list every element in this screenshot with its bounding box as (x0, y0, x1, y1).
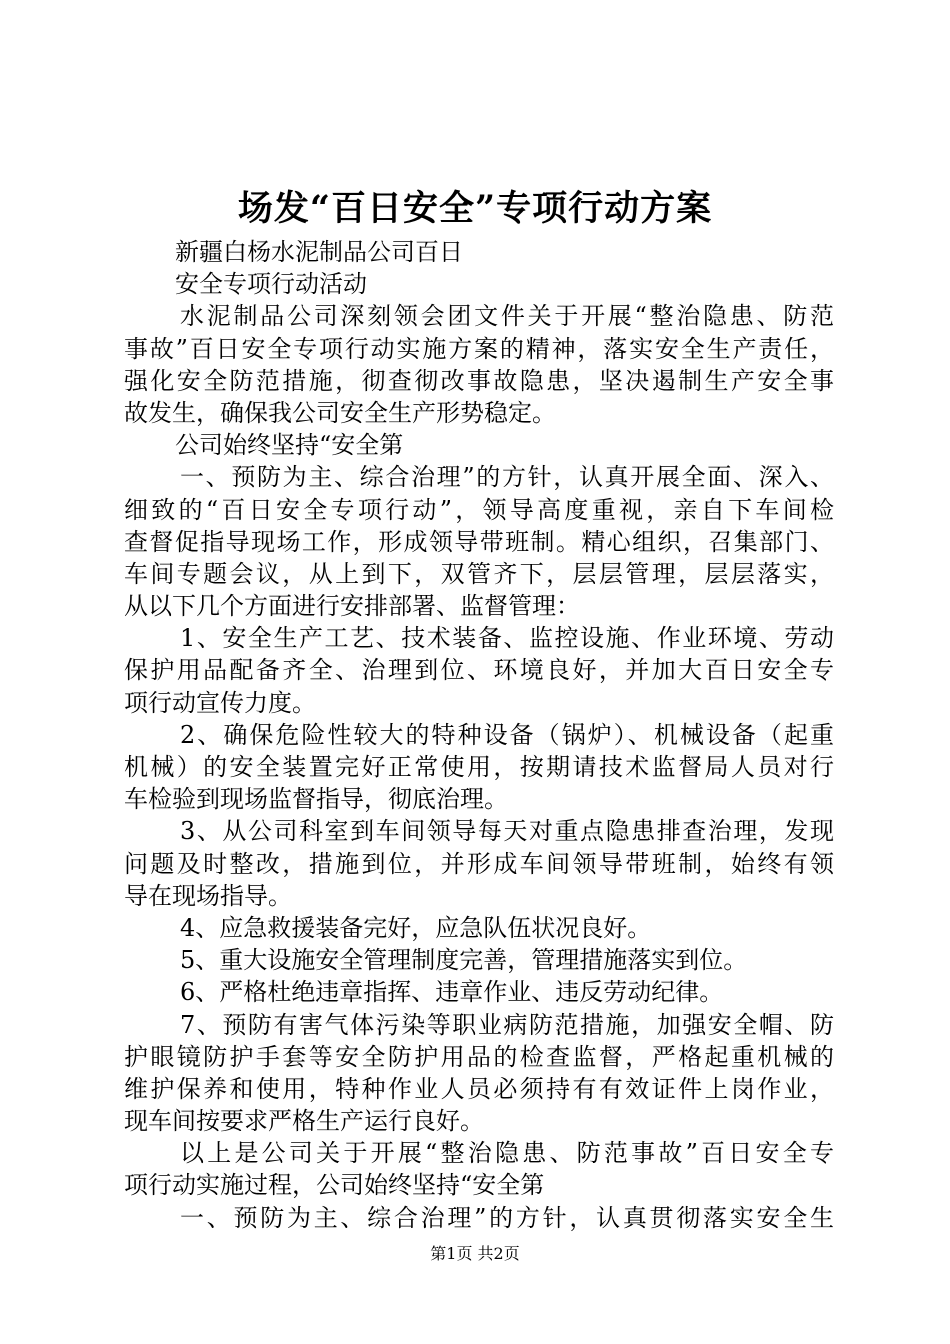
body-line: 新疆白杨水泥制品公司百日 (175, 238, 463, 266)
body-line: 一、预防为主、综合治理”的方针，认真贯彻落实安全生 (180, 1203, 834, 1232)
body-line: 以上是公司关于开展“整治隐患、防范事故”百日安全专 (180, 1139, 834, 1168)
body-line: 护眼镜防护手套等安全防护用品的检查监督，严格起重机械的 (124, 1042, 834, 1071)
body-line: 项行动实施过程，公司始终坚持“安全第 (124, 1171, 545, 1200)
body-line: 公司始终坚持“安全第 (175, 431, 404, 460)
body-line: 2、确保危险性较大的特种设备（锅炉）、机械设备（起重 (180, 720, 834, 749)
body-line: 7、预防有害气体污染等职业病防范措施，加强安全帽、防 (180, 1010, 834, 1039)
body-line: 6、严格杜绝违章指挥、违章作业、违反劳动纪律。 (180, 978, 724, 1007)
body-line: 事故”百日安全专项行动实施方案的精神，落实安全生产责任， (124, 334, 834, 363)
body-line: 车间专题会议，从上到下，双管齐下，层层管理，层层落实， (124, 559, 834, 588)
body-line: 项行动宣传力度。 (124, 688, 316, 717)
body-line: 维护保养和使用，特种作业人员必须持有有效证件上岗作业， (124, 1074, 834, 1103)
body-line: 细致的“百日安全专项行动”，领导高度重视，亲自下车间检 (124, 495, 834, 524)
body-line: 车检验到现场监督指导，彻底治理。 (124, 785, 508, 814)
body-line: 机械）的安全装置完好正常使用，按期请技术监督局人员对行 (124, 753, 834, 781)
body-line: 4、应急救援装备完好，应急队伍状况良好。 (180, 913, 652, 942)
body-line: 5、重大设施安全管理制度完善，管理措施落实到位。 (180, 946, 748, 975)
body-line: 强化安全防范措施，彻查彻改事故隐患，坚决遏制生产安全事 (124, 366, 834, 395)
document-title: 场发“百日安全”专项行动方案 (237, 188, 713, 229)
body-line: 问题及时整改，措施到位，并形成车间领导带班制，始终有领 (124, 849, 834, 878)
body-line: 从以下几个方面进行安排部署、监督管理： (124, 592, 580, 621)
body-line: 1、安全生产工艺、技术装备、监控设施、作业环境、劳动 (180, 624, 834, 653)
body-line: 查督促指导现场工作，形成领导带班制。精心组织，召集部门、 (124, 527, 834, 556)
body-line: 水泥制品公司深刻领会团文件关于开展“整治隐患、防范 (180, 302, 834, 331)
body-line: 3、从公司科室到车间领导每天对重点隐患排查治理，发现 (180, 817, 834, 846)
body-line: 保护用品配备齐全、治理到位、环境良好，并加大百日安全专 (124, 656, 834, 685)
page-number-footer: 第1页 共2页 (430, 1244, 520, 1263)
body-line: 一、预防为主、综合治理”的方针，认真开展全面、深入、 (180, 463, 834, 492)
document-body (124, 236, 834, 1234)
body-line: 现车间按要求严格生产运行良好。 (124, 1107, 484, 1136)
body-line: 导在现场指导。 (124, 881, 292, 910)
body-line: 安全专项行动活动 (175, 270, 367, 299)
body-line: 故发生，确保我公司安全生产形势稳定。 (124, 398, 556, 427)
